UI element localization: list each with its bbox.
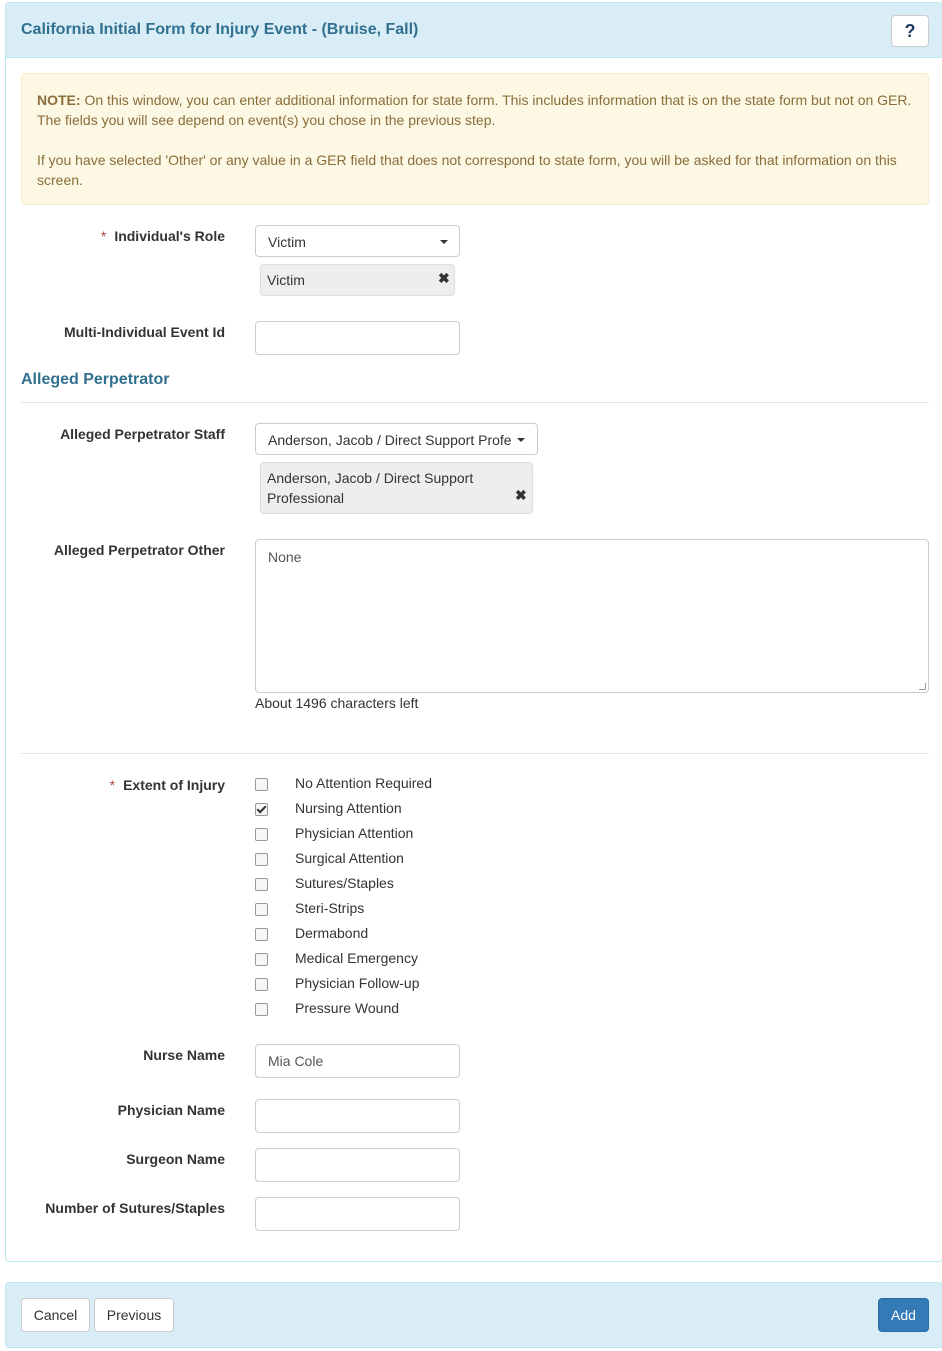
checkbox-checked[interactable] <box>255 803 268 816</box>
sutures-count-input[interactable] <box>255 1197 460 1231</box>
extent-of-injury-label <box>110 777 225 793</box>
checkbox-label: Surgical Attention <box>295 850 404 866</box>
surgeon-name-label: Surgeon Name <box>126 1151 225 1167</box>
panel-header <box>6 3 942 58</box>
checkbox-label: Dermabond <box>295 925 369 941</box>
perpetrator-other-label: Alleged Perpetrator Other <box>53 542 225 558</box>
checkbox[interactable] <box>255 903 268 916</box>
chars-left-text: About 1496 characters left <box>255 695 419 711</box>
individuals-role-label <box>101 228 225 244</box>
section-title-alleged-perpetrator: Alleged Perpetrator <box>21 371 170 388</box>
individuals-role-tag <box>260 264 455 296</box>
checkbox[interactable] <box>255 828 268 841</box>
checkbox[interactable] <box>255 853 268 866</box>
help-button[interactable]: ? <box>891 15 929 47</box>
section-divider <box>21 753 929 754</box>
required-mark: * <box>100 228 107 244</box>
checkbox-label: Steri-Strips <box>295 900 365 916</box>
perpetrator-staff-tag <box>260 462 533 514</box>
required-mark: * <box>109 777 116 793</box>
individuals-role-tag-label: Victim <box>267 272 305 288</box>
multi-event-id-label: Multi-Individual Event Id <box>64 324 225 340</box>
checkbox[interactable] <box>255 1003 268 1016</box>
footer-bar <box>5 1282 942 1348</box>
perpetrator-other-textarea[interactable] <box>255 539 929 693</box>
note-label: NOTE: <box>37 92 81 108</box>
checkbox-label: No Attention Required <box>295 775 432 791</box>
note-text-2: If you have selected 'Other' or any value in a GER field that does not correspond to state form, you will be asked for that information on this screen. <box>37 152 897 188</box>
physician-name-label: Physician Name <box>117 1102 225 1118</box>
checkbox[interactable] <box>255 953 268 966</box>
checkbox-label: Pressure Wound <box>295 1000 400 1016</box>
checkbox-label: Physician Attention <box>295 825 414 841</box>
physician-name-input[interactable] <box>255 1099 460 1133</box>
nurse-name-label: Nurse Name <box>143 1047 225 1063</box>
checkbox-label: Medical Emergency <box>295 950 418 966</box>
surgeon-name-input[interactable] <box>255 1148 460 1182</box>
nurse-name-value: Mia Cole <box>268 1053 324 1069</box>
perpetrator-staff-tag-line1: Anderson, Jacob / Direct Support <box>267 470 474 486</box>
chevron-down-icon <box>440 240 448 244</box>
remove-tag-icon[interactable]: ✖ <box>515 487 527 503</box>
note-paragraph-1 <box>37 90 917 130</box>
extent-of-injury-label-text: Extent of Injury <box>123 777 225 793</box>
perpetrator-staff-select[interactable] <box>255 423 538 455</box>
note-alert <box>21 73 929 205</box>
individuals-role-selected: Victim <box>268 234 306 250</box>
page-title: California Initial Form for Injury Event - (Bruise, Fall) <box>21 21 419 38</box>
nurse-name-input[interactable] <box>255 1044 460 1078</box>
checkbox[interactable] <box>255 928 268 941</box>
checkbox[interactable] <box>255 778 268 791</box>
perpetrator-staff-selected: Anderson, Jacob / Direct Support Profe <box>268 432 512 448</box>
perpetrator-staff-tag-line2: Professional <box>267 490 345 506</box>
cancel-button[interactable]: Cancel <box>21 1298 90 1332</box>
checkbox[interactable] <box>255 878 268 891</box>
individuals-role-label-text: Individual's Role <box>114 228 225 244</box>
multi-event-id-input[interactable] <box>255 321 460 355</box>
remove-tag-icon[interactable]: ✖ <box>438 270 450 286</box>
note-text-1: On this window, you can enter additional information for state form. This includes information that is on the state form but not on GER. The fields you will see depend on event(s) you chose in the previous step. <box>37 92 912 128</box>
checkbox-label: Sutures/Staples <box>295 875 394 891</box>
chevron-down-icon <box>517 438 525 442</box>
checkbox-label: Physician Follow-up <box>295 975 420 991</box>
add-button[interactable]: Add <box>878 1298 929 1332</box>
perpetrator-staff-label: Alleged Perpetrator Staff <box>60 426 225 442</box>
resize-handle-icon[interactable] <box>919 683 926 690</box>
sutures-count-label: Number of Sutures/Staples <box>45 1200 225 1216</box>
checkbox[interactable] <box>255 978 268 991</box>
individuals-role-select[interactable] <box>255 225 460 257</box>
previous-button[interactable]: Previous <box>94 1298 174 1332</box>
checkbox-label: Nursing Attention <box>295 800 402 816</box>
section-divider <box>21 402 929 403</box>
perpetrator-other-value: None <box>268 549 302 565</box>
